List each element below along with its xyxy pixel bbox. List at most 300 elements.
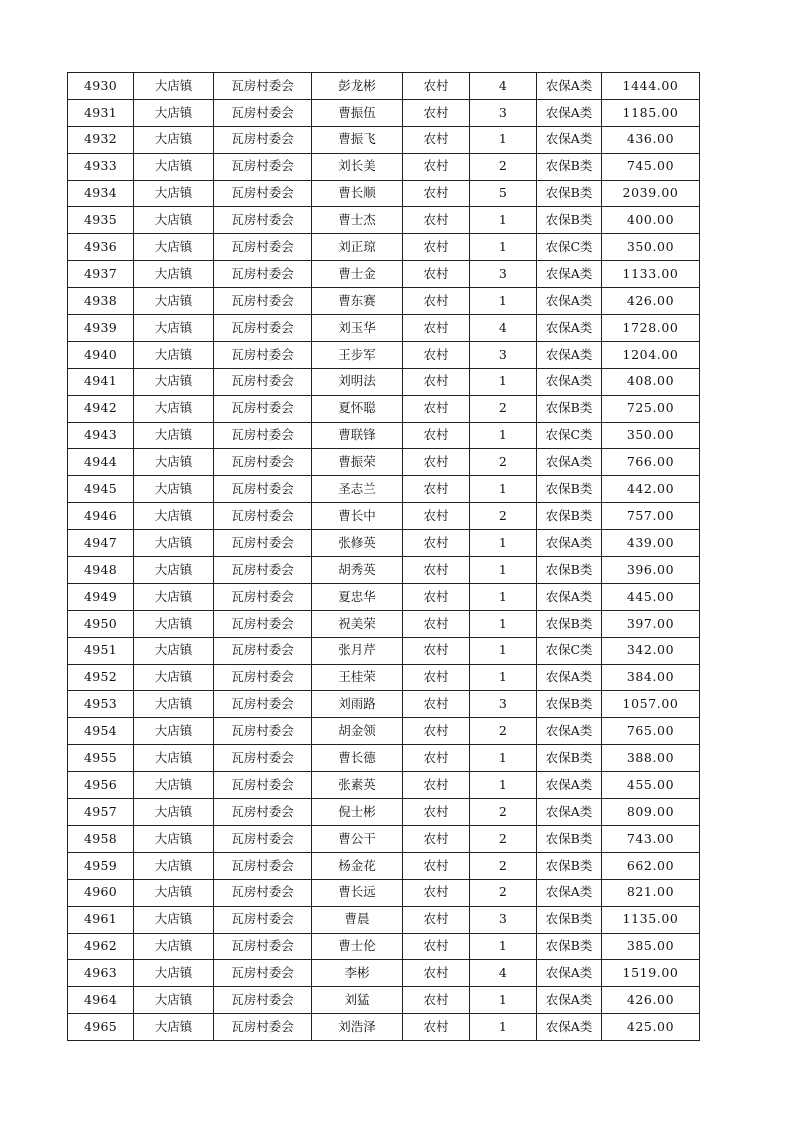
cell-name: 刘浩泽 xyxy=(312,1014,403,1041)
cell-town: 大店镇 xyxy=(134,718,214,745)
cell-town: 大店镇 xyxy=(134,234,214,261)
cell-name: 李彬 xyxy=(312,960,403,987)
cell-id: 4950 xyxy=(68,610,134,637)
cell-category: 农保B类 xyxy=(537,395,602,422)
cell-name: 曹振伍 xyxy=(312,99,403,126)
cell-category: 农保B类 xyxy=(537,825,602,852)
cell-id: 4946 xyxy=(68,503,134,530)
cell-name: 胡秀英 xyxy=(312,557,403,584)
cell-id: 4933 xyxy=(68,153,134,180)
cell-category: 农保C类 xyxy=(537,422,602,449)
cell-name: 曹东赛 xyxy=(312,288,403,315)
cell-town: 大店镇 xyxy=(134,126,214,153)
cell-village: 瓦房村委会 xyxy=(214,691,312,718)
cell-town: 大店镇 xyxy=(134,906,214,933)
cell-amount: 1728.00 xyxy=(602,315,700,342)
table-row xyxy=(68,933,700,960)
cell-count: 2 xyxy=(470,799,537,826)
cell-count: 2 xyxy=(470,395,537,422)
cell-village: 瓦房村委会 xyxy=(214,799,312,826)
cell-area: 农村 xyxy=(403,906,470,933)
cell-name: 曹士伦 xyxy=(312,933,403,960)
cell-town: 大店镇 xyxy=(134,288,214,315)
cell-id: 4955 xyxy=(68,745,134,772)
cell-village: 瓦房村委会 xyxy=(214,583,312,610)
cell-town: 大店镇 xyxy=(134,180,214,207)
cell-name: 曹晨 xyxy=(312,906,403,933)
cell-category: 农保B类 xyxy=(537,906,602,933)
cell-area: 农村 xyxy=(403,610,470,637)
cell-town: 大店镇 xyxy=(134,799,214,826)
cell-village: 瓦房村委会 xyxy=(214,960,312,987)
cell-village: 瓦房村委会 xyxy=(214,772,312,799)
table-row xyxy=(68,234,700,261)
cell-category: 农保B类 xyxy=(537,557,602,584)
cell-area: 农村 xyxy=(403,422,470,449)
cell-town: 大店镇 xyxy=(134,341,214,368)
cell-id: 4936 xyxy=(68,234,134,261)
table-row xyxy=(68,879,700,906)
table-row xyxy=(68,99,700,126)
cell-name: 刘猛 xyxy=(312,987,403,1014)
cell-town: 大店镇 xyxy=(134,960,214,987)
cell-town: 大店镇 xyxy=(134,449,214,476)
cell-id: 4963 xyxy=(68,960,134,987)
cell-amount: 821.00 xyxy=(602,879,700,906)
cell-village: 瓦房村委会 xyxy=(214,557,312,584)
cell-area: 农村 xyxy=(403,852,470,879)
cell-area: 农村 xyxy=(403,99,470,126)
cell-category: 农保B类 xyxy=(537,933,602,960)
cell-area: 农村 xyxy=(403,341,470,368)
cell-village: 瓦房村委会 xyxy=(214,906,312,933)
cell-name: 张修英 xyxy=(312,530,403,557)
cell-count: 4 xyxy=(470,315,537,342)
cell-area: 农村 xyxy=(403,288,470,315)
cell-category: 农保A类 xyxy=(537,879,602,906)
cell-amount: 766.00 xyxy=(602,449,700,476)
cell-town: 大店镇 xyxy=(134,503,214,530)
cell-count: 2 xyxy=(470,503,537,530)
table-row xyxy=(68,530,700,557)
cell-name: 曹联锋 xyxy=(312,422,403,449)
cell-name: 曹长顺 xyxy=(312,180,403,207)
cell-id: 4964 xyxy=(68,987,134,1014)
cell-area: 农村 xyxy=(403,637,470,664)
cell-id: 4958 xyxy=(68,825,134,852)
cell-amount: 397.00 xyxy=(602,610,700,637)
cell-count: 5 xyxy=(470,180,537,207)
cell-amount: 662.00 xyxy=(602,852,700,879)
cell-name: 倪士彬 xyxy=(312,799,403,826)
cell-amount: 408.00 xyxy=(602,368,700,395)
cell-village: 瓦房村委会 xyxy=(214,395,312,422)
table-row xyxy=(68,852,700,879)
cell-town: 大店镇 xyxy=(134,691,214,718)
cell-name: 曹振荣 xyxy=(312,449,403,476)
cell-category: 农保A类 xyxy=(537,1014,602,1041)
cell-area: 农村 xyxy=(403,530,470,557)
cell-count: 4 xyxy=(470,73,537,100)
cell-area: 农村 xyxy=(403,126,470,153)
cell-area: 农村 xyxy=(403,368,470,395)
cell-name: 刘正琼 xyxy=(312,234,403,261)
cell-town: 大店镇 xyxy=(134,153,214,180)
cell-village: 瓦房村委会 xyxy=(214,449,312,476)
cell-amount: 439.00 xyxy=(602,530,700,557)
cell-area: 农村 xyxy=(403,153,470,180)
cell-town: 大店镇 xyxy=(134,1014,214,1041)
cell-count: 1 xyxy=(470,557,537,584)
cell-village: 瓦房村委会 xyxy=(214,879,312,906)
cell-amount: 1185.00 xyxy=(602,99,700,126)
cell-town: 大店镇 xyxy=(134,610,214,637)
cell-amount: 384.00 xyxy=(602,664,700,691)
cell-amount: 400.00 xyxy=(602,207,700,234)
cell-count: 3 xyxy=(470,261,537,288)
cell-id: 4937 xyxy=(68,261,134,288)
cell-category: 农保A类 xyxy=(537,73,602,100)
table-row xyxy=(68,153,700,180)
table-row xyxy=(68,718,700,745)
cell-amount: 1519.00 xyxy=(602,960,700,987)
cell-name: 刘长美 xyxy=(312,153,403,180)
cell-town: 大店镇 xyxy=(134,530,214,557)
cell-category: 农保B类 xyxy=(537,852,602,879)
cell-amount: 436.00 xyxy=(602,126,700,153)
cell-count: 1 xyxy=(470,1014,537,1041)
table-row xyxy=(68,1014,700,1041)
cell-area: 农村 xyxy=(403,799,470,826)
cell-village: 瓦房村委会 xyxy=(214,99,312,126)
table-row xyxy=(68,799,700,826)
cell-category: 农保A类 xyxy=(537,261,602,288)
cell-count: 3 xyxy=(470,341,537,368)
cell-id: 4932 xyxy=(68,126,134,153)
table-row xyxy=(68,368,700,395)
cell-village: 瓦房村委会 xyxy=(214,610,312,637)
cell-town: 大店镇 xyxy=(134,987,214,1014)
cell-village: 瓦房村委会 xyxy=(214,315,312,342)
cell-id: 4960 xyxy=(68,879,134,906)
cell-village: 瓦房村委会 xyxy=(214,718,312,745)
cell-name: 王桂荣 xyxy=(312,664,403,691)
cell-category: 农保A类 xyxy=(537,583,602,610)
cell-id: 4935 xyxy=(68,207,134,234)
cell-category: 农保B类 xyxy=(537,691,602,718)
cell-village: 瓦房村委会 xyxy=(214,180,312,207)
cell-town: 大店镇 xyxy=(134,395,214,422)
cell-count: 1 xyxy=(470,610,537,637)
cell-id: 4954 xyxy=(68,718,134,745)
cell-village: 瓦房村委会 xyxy=(214,530,312,557)
cell-name: 张月芹 xyxy=(312,637,403,664)
table-row xyxy=(68,73,700,100)
cell-village: 瓦房村委会 xyxy=(214,852,312,879)
table-row xyxy=(68,960,700,987)
cell-area: 农村 xyxy=(403,207,470,234)
cell-id: 4938 xyxy=(68,288,134,315)
cell-name: 刘雨路 xyxy=(312,691,403,718)
cell-count: 2 xyxy=(470,852,537,879)
cell-town: 大店镇 xyxy=(134,73,214,100)
cell-area: 农村 xyxy=(403,987,470,1014)
cell-village: 瓦房村委会 xyxy=(214,637,312,664)
cell-category: 农保C类 xyxy=(537,234,602,261)
cell-amount: 388.00 xyxy=(602,745,700,772)
cell-category: 农保C类 xyxy=(537,637,602,664)
cell-village: 瓦房村委会 xyxy=(214,126,312,153)
table-row xyxy=(68,691,700,718)
cell-id: 4931 xyxy=(68,99,134,126)
cell-area: 农村 xyxy=(403,180,470,207)
cell-count: 3 xyxy=(470,691,537,718)
cell-count: 2 xyxy=(470,718,537,745)
table-row xyxy=(68,449,700,476)
cell-id: 4951 xyxy=(68,637,134,664)
cell-category: 农保B类 xyxy=(537,476,602,503)
cell-amount: 426.00 xyxy=(602,987,700,1014)
cell-category: 农保A类 xyxy=(537,664,602,691)
cell-id: 4930 xyxy=(68,73,134,100)
cell-area: 农村 xyxy=(403,745,470,772)
records-table xyxy=(67,72,700,1041)
cell-category: 农保A类 xyxy=(537,718,602,745)
cell-amount: 1204.00 xyxy=(602,341,700,368)
cell-village: 瓦房村委会 xyxy=(214,503,312,530)
cell-category: 农保A类 xyxy=(537,126,602,153)
cell-amount: 1135.00 xyxy=(602,906,700,933)
table-row xyxy=(68,583,700,610)
cell-area: 农村 xyxy=(403,825,470,852)
cell-village: 瓦房村委会 xyxy=(214,153,312,180)
cell-area: 农村 xyxy=(403,664,470,691)
cell-area: 农村 xyxy=(403,315,470,342)
cell-count: 3 xyxy=(470,906,537,933)
cell-name: 彭龙彬 xyxy=(312,73,403,100)
cell-category: 农保B类 xyxy=(537,180,602,207)
table-row xyxy=(68,422,700,449)
cell-name: 胡金领 xyxy=(312,718,403,745)
table-row xyxy=(68,180,700,207)
table-row xyxy=(68,664,700,691)
cell-area: 农村 xyxy=(403,583,470,610)
cell-area: 农村 xyxy=(403,476,470,503)
cell-village: 瓦房村委会 xyxy=(214,745,312,772)
cell-town: 大店镇 xyxy=(134,422,214,449)
cell-area: 农村 xyxy=(403,557,470,584)
cell-village: 瓦房村委会 xyxy=(214,664,312,691)
cell-village: 瓦房村委会 xyxy=(214,422,312,449)
cell-amount: 425.00 xyxy=(602,1014,700,1041)
cell-id: 4942 xyxy=(68,395,134,422)
cell-village: 瓦房村委会 xyxy=(214,261,312,288)
cell-id: 4957 xyxy=(68,799,134,826)
cell-amount: 385.00 xyxy=(602,933,700,960)
table-row xyxy=(68,825,700,852)
cell-category: 农保A类 xyxy=(537,987,602,1014)
cell-name: 夏怀聪 xyxy=(312,395,403,422)
cell-count: 1 xyxy=(470,368,537,395)
cell-town: 大店镇 xyxy=(134,368,214,395)
cell-category: 农保A类 xyxy=(537,799,602,826)
records-body xyxy=(68,73,700,1041)
cell-amount: 350.00 xyxy=(602,422,700,449)
table-row xyxy=(68,288,700,315)
cell-area: 农村 xyxy=(403,718,470,745)
cell-category: 农保B类 xyxy=(537,503,602,530)
cell-category: 农保A类 xyxy=(537,368,602,395)
cell-area: 农村 xyxy=(403,960,470,987)
cell-id: 4939 xyxy=(68,315,134,342)
cell-amount: 1444.00 xyxy=(602,73,700,100)
cell-name: 圣志兰 xyxy=(312,476,403,503)
cell-name: 王步军 xyxy=(312,341,403,368)
cell-category: 农保B类 xyxy=(537,610,602,637)
table-row xyxy=(68,315,700,342)
cell-town: 大店镇 xyxy=(134,745,214,772)
cell-id: 4961 xyxy=(68,906,134,933)
cell-village: 瓦房村委会 xyxy=(214,341,312,368)
table-row xyxy=(68,341,700,368)
cell-count: 1 xyxy=(470,476,537,503)
cell-name: 曹长远 xyxy=(312,879,403,906)
cell-count: 1 xyxy=(470,772,537,799)
cell-amount: 426.00 xyxy=(602,288,700,315)
cell-area: 农村 xyxy=(403,503,470,530)
cell-amount: 455.00 xyxy=(602,772,700,799)
cell-area: 农村 xyxy=(403,933,470,960)
cell-amount: 350.00 xyxy=(602,234,700,261)
table-row xyxy=(68,637,700,664)
table-row xyxy=(68,126,700,153)
cell-amount: 442.00 xyxy=(602,476,700,503)
cell-village: 瓦房村委会 xyxy=(214,476,312,503)
table-row xyxy=(68,557,700,584)
cell-town: 大店镇 xyxy=(134,772,214,799)
cell-count: 1 xyxy=(470,207,537,234)
cell-count: 1 xyxy=(470,234,537,261)
cell-amount: 2039.00 xyxy=(602,180,700,207)
cell-category: 农保A类 xyxy=(537,772,602,799)
cell-name: 曹士杰 xyxy=(312,207,403,234)
cell-area: 农村 xyxy=(403,395,470,422)
cell-amount: 1133.00 xyxy=(602,261,700,288)
cell-id: 4965 xyxy=(68,1014,134,1041)
cell-town: 大店镇 xyxy=(134,99,214,126)
cell-name: 张素英 xyxy=(312,772,403,799)
cell-village: 瓦房村委会 xyxy=(214,987,312,1014)
cell-area: 农村 xyxy=(403,261,470,288)
cell-category: 农保A类 xyxy=(537,960,602,987)
cell-count: 2 xyxy=(470,449,537,476)
cell-town: 大店镇 xyxy=(134,261,214,288)
cell-category: 农保B类 xyxy=(537,745,602,772)
cell-village: 瓦房村委会 xyxy=(214,368,312,395)
cell-name: 曹长中 xyxy=(312,503,403,530)
cell-count: 1 xyxy=(470,422,537,449)
cell-count: 1 xyxy=(470,288,537,315)
cell-id: 4959 xyxy=(68,852,134,879)
cell-id: 4952 xyxy=(68,664,134,691)
cell-area: 农村 xyxy=(403,73,470,100)
cell-name: 夏忠华 xyxy=(312,583,403,610)
cell-name: 刘玉华 xyxy=(312,315,403,342)
cell-amount: 745.00 xyxy=(602,153,700,180)
cell-count: 2 xyxy=(470,153,537,180)
table-row xyxy=(68,503,700,530)
cell-area: 农村 xyxy=(403,879,470,906)
cell-town: 大店镇 xyxy=(134,557,214,584)
cell-name: 曹公干 xyxy=(312,825,403,852)
cell-area: 农村 xyxy=(403,1014,470,1041)
cell-area: 农村 xyxy=(403,234,470,261)
table-row xyxy=(68,987,700,1014)
cell-town: 大店镇 xyxy=(134,315,214,342)
cell-count: 2 xyxy=(470,879,537,906)
cell-amount: 757.00 xyxy=(602,503,700,530)
cell-count: 2 xyxy=(470,825,537,852)
table-row xyxy=(68,745,700,772)
cell-amount: 743.00 xyxy=(602,825,700,852)
cell-town: 大店镇 xyxy=(134,664,214,691)
table-row xyxy=(68,906,700,933)
cell-count: 1 xyxy=(470,583,537,610)
cell-count: 1 xyxy=(470,637,537,664)
cell-amount: 765.00 xyxy=(602,718,700,745)
cell-id: 4953 xyxy=(68,691,134,718)
cell-amount: 1057.00 xyxy=(602,691,700,718)
cell-category: 农保B类 xyxy=(537,207,602,234)
cell-category: 农保A类 xyxy=(537,315,602,342)
cell-count: 1 xyxy=(470,126,537,153)
cell-amount: 725.00 xyxy=(602,395,700,422)
cell-name: 刘明法 xyxy=(312,368,403,395)
cell-area: 农村 xyxy=(403,691,470,718)
cell-amount: 445.00 xyxy=(602,583,700,610)
cell-category: 农保B类 xyxy=(537,153,602,180)
cell-id: 4934 xyxy=(68,180,134,207)
cell-id: 4947 xyxy=(68,530,134,557)
cell-name: 祝美荣 xyxy=(312,610,403,637)
cell-id: 4956 xyxy=(68,772,134,799)
cell-category: 农保A类 xyxy=(537,530,602,557)
cell-id: 4948 xyxy=(68,557,134,584)
cell-category: 农保A类 xyxy=(537,449,602,476)
cell-town: 大店镇 xyxy=(134,637,214,664)
cell-id: 4943 xyxy=(68,422,134,449)
cell-id: 4941 xyxy=(68,368,134,395)
cell-town: 大店镇 xyxy=(134,879,214,906)
cell-town: 大店镇 xyxy=(134,825,214,852)
cell-count: 3 xyxy=(470,99,537,126)
table-row xyxy=(68,476,700,503)
cell-id: 4940 xyxy=(68,341,134,368)
table-row xyxy=(68,772,700,799)
cell-category: 农保A类 xyxy=(537,341,602,368)
cell-town: 大店镇 xyxy=(134,583,214,610)
cell-village: 瓦房村委会 xyxy=(214,73,312,100)
table-row xyxy=(68,207,700,234)
cell-town: 大店镇 xyxy=(134,933,214,960)
cell-town: 大店镇 xyxy=(134,476,214,503)
cell-name: 杨金花 xyxy=(312,852,403,879)
cell-name: 曹振飞 xyxy=(312,126,403,153)
cell-village: 瓦房村委会 xyxy=(214,1014,312,1041)
cell-amount: 342.00 xyxy=(602,637,700,664)
cell-area: 农村 xyxy=(403,772,470,799)
cell-name: 曹长德 xyxy=(312,745,403,772)
